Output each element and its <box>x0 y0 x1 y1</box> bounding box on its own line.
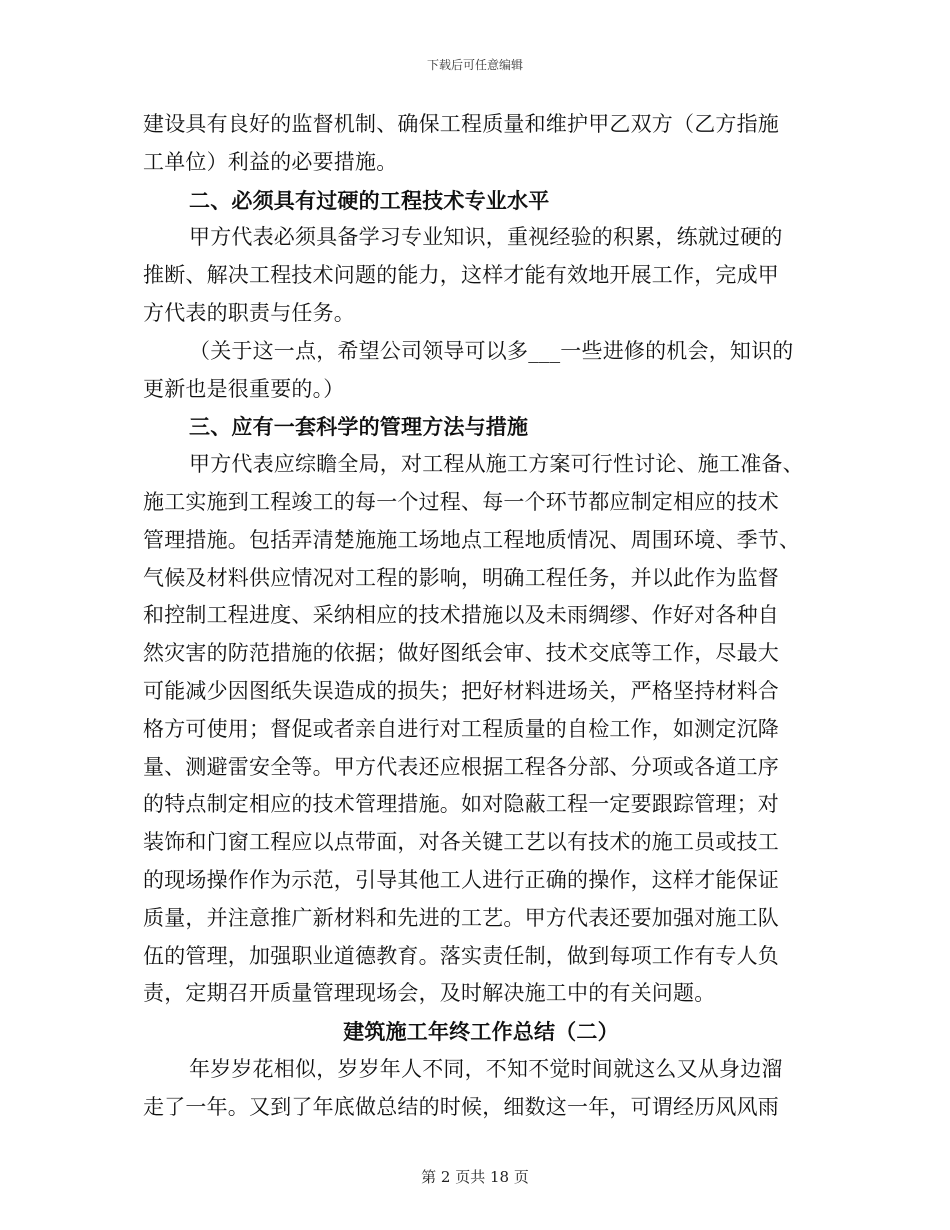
paragraph-line: 方代表的职责与任务。 <box>143 300 355 325</box>
paragraph-line: 推断、解决工程技术问题的能力，这样才能有效地开展工作，完成甲 <box>143 263 779 288</box>
paragraph-line: 责，定期召开质量管理现场会，及时解决施工中的有关问题。 <box>143 981 716 1006</box>
paragraph-line: 和控制工程进度、采纳相应的技术措施以及未雨绸缪、作好对各种自 <box>143 603 779 628</box>
paragraph-line: 走了一年。又到了年底做总结的时候，细数这一年，可谓经历风风雨 <box>143 1094 779 1119</box>
document-title: 建筑施工年终工作总结（二） <box>343 1019 619 1045</box>
paragraph-line: 然灾害的防范措施的依据；做好图纸会审、技术交底等工作，尽最大 <box>143 641 779 666</box>
page-header: 下载后可任意编辑 <box>426 58 523 72</box>
paragraph-line: 伍的管理，加强职业道德教育。落实责任制，做到每项工作有专人负 <box>143 943 779 968</box>
section-heading: 三、应有一套科学的管理方法与措施 <box>189 414 529 440</box>
paragraph-line: 甲方代表必须具备学习专业知识，重视经验的积累，练就过硬的 <box>189 225 783 250</box>
paragraph-line: 更新也是很重要的。） <box>143 376 345 401</box>
paragraph-line: 装饰和门窗工程应以点带面，对各关键工艺以有技术的施工员或技工 <box>143 830 779 855</box>
document-body <box>143 106 809 1127</box>
paragraph-line: 量、测避雷安全等。甲方代表还应根据工程各分部、分项或各道工序 <box>143 754 779 779</box>
paragraph-line: 年岁岁花相似，岁岁年人不同，不知不觉时间就这么又从身边溜 <box>189 1056 783 1081</box>
paragraph-line: 气候及材料供应情况对工程的影响，明确工程任务，并以此作为监督 <box>143 565 779 590</box>
paragraph-line: 建设具有良好的监督机制、确保工程质量和维护甲乙双方（乙方指施 <box>143 112 779 136</box>
section-heading: 二、必须具有过硬的工程技术专业水平 <box>189 187 550 213</box>
paragraph-line: 施工实施到工程竣工的每一个过程、每一个环节都应制定相应的技术 <box>143 489 779 514</box>
paragraph-line: 质量，并注意推广新材料和先进的工艺。甲方代表还要加强对施工队 <box>143 905 779 930</box>
paragraph-line: 可能减少因图纸失误造成的损失；把好材料进场关，严格坚持材料合 <box>143 678 779 703</box>
paragraph-line: 工单位）利益的必要措施。 <box>143 149 398 174</box>
page-footer: 第 2 页共 18 页 <box>421 1168 529 1186</box>
paragraph-line: 的特点制定相应的技术管理措施。如对隐蔽工程一定要跟踪管理；对 <box>143 792 779 817</box>
paragraph-line: 的现场操作作为示范，引导其他工人进行正确的操作，这样才能保证 <box>143 867 779 892</box>
paragraph-line: 甲方代表应综瞻全局，对工程从施工方案可行性讨论、施工准备、 <box>189 452 804 477</box>
paragraph-line: 格方可使用；督促或者亲自进行对工程质量的自检工作，如测定沉降 <box>143 716 779 741</box>
paragraph-line: 管理措施。包括弄清楚施施工场地点工程地质情况、周围环境、季节、 <box>143 527 801 552</box>
paragraph-line: （关于这一点，希望公司领导可以多___一些进修的机会，知识的 <box>189 338 794 363</box>
